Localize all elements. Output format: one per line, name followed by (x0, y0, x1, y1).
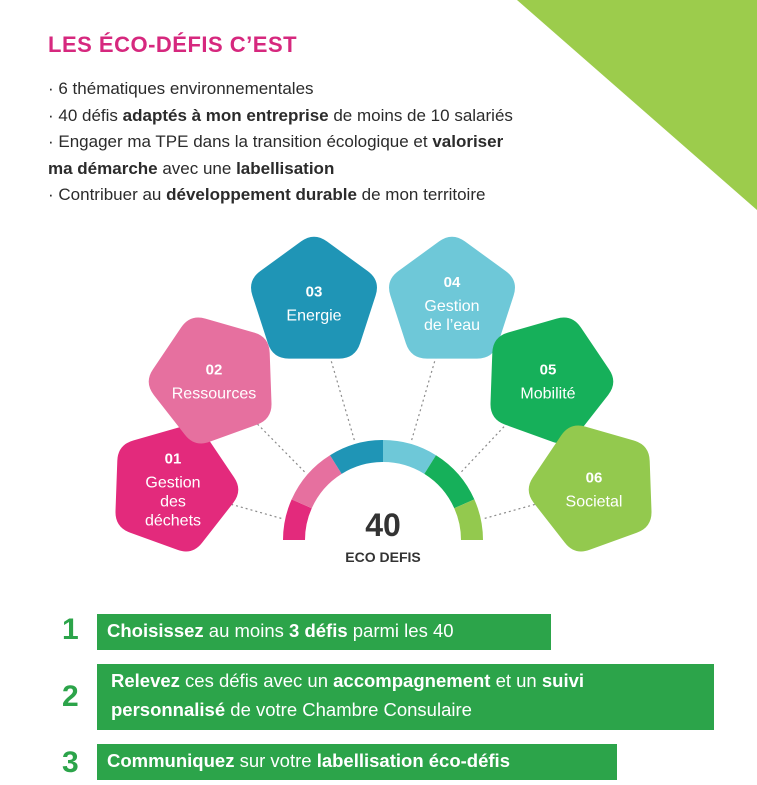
step-emphasis: Relevez (111, 670, 180, 691)
bullet-emphasis: adaptés à mon entreprise (122, 105, 329, 125)
step-number: 2 (62, 680, 79, 713)
theme-number: 01 (164, 450, 182, 468)
step-text: parmi les 40 (347, 620, 454, 641)
bullet-emphasis: valoriser (432, 132, 504, 151)
step-text: et un (490, 670, 542, 691)
bullet-text: · Contribuer au (48, 185, 167, 204)
theme-number: 02 (205, 361, 223, 379)
connector-line (329, 354, 354, 440)
pentagon-shape (490, 318, 613, 444)
theme-label: de l’eau (423, 317, 481, 334)
theme-pentagon-04 (389, 237, 515, 359)
center-number: 40 (365, 507, 401, 543)
step-box (97, 614, 551, 650)
pentagon-shape (149, 318, 272, 444)
step-line (107, 616, 541, 645)
theme-number: 05 (539, 361, 557, 379)
arc-segment-02 (292, 455, 342, 508)
bullet-line (48, 103, 608, 130)
step-text: ces défis avec un (179, 670, 334, 691)
bullet-line (48, 156, 608, 183)
arc-segment-05 (424, 455, 474, 508)
bullet-line (48, 182, 608, 209)
bullet-text: · 40 défis (48, 105, 123, 125)
bullet-text: de moins de 10 salariés (328, 105, 513, 125)
bullet-text: · 6 thématiques environnementales (48, 79, 314, 98)
bullet-emphasis: ma démarche (48, 158, 158, 178)
themes-diagram (0, 230, 757, 600)
step-emphasis: accompagnement (333, 670, 491, 691)
step-emphasis: labellisation éco-défis (316, 750, 510, 771)
connector-line (412, 354, 437, 440)
theme-label: Energie (286, 307, 342, 325)
theme-pentagon-05 (490, 318, 613, 444)
step-line (111, 666, 704, 695)
theme-label: Gestion (424, 298, 480, 315)
theme-number: 04 (443, 274, 461, 291)
step-emphasis: Communiquez (107, 750, 235, 771)
theme-label: Mobilité (520, 385, 576, 403)
step-text: sur votre (234, 750, 317, 771)
theme-pentagon-03 (251, 237, 377, 359)
page-title: LES ÉCO-DÉFIS C’EST (48, 32, 298, 57)
theme-pentagon-06 (529, 426, 652, 552)
step-emphasis: personnalisé (111, 699, 226, 720)
theme-number: 03 (305, 283, 323, 301)
bullet-line (48, 76, 608, 103)
pentagon-shape (529, 426, 652, 552)
theme-label: Gestion (145, 474, 201, 492)
theme-pentagon-01 (115, 426, 238, 552)
step-number: 3 (62, 746, 79, 779)
theme-label: Societal (565, 493, 623, 511)
center-label: ECO DEFIS (345, 549, 421, 565)
theme-label: des (160, 493, 186, 511)
step-text: de votre Chambre Consulaire (225, 699, 472, 720)
theme-number: 06 (585, 469, 603, 487)
step-line (107, 746, 607, 775)
bullet-text: avec une (157, 158, 237, 178)
theme-label: déchets (144, 512, 202, 530)
bullet-text: de mon territoire (356, 185, 486, 204)
step-line (111, 695, 704, 724)
step-box (97, 664, 714, 730)
step-text: au moins (203, 620, 290, 641)
bullet-text: · Engager ma TPE dans la transition écologique et (48, 132, 433, 151)
theme-label: Ressources (171, 385, 257, 403)
bullet-emphasis: labellisation (236, 158, 335, 178)
bullet-emphasis: développement durable (166, 185, 357, 204)
theme-pentagon-02 (149, 318, 272, 444)
step-emphasis: 3 défis (289, 620, 348, 641)
step-number: 1 (62, 613, 79, 646)
bullet-list (48, 76, 608, 209)
bullet-line (48, 129, 608, 156)
step-emphasis: Choisissez (107, 620, 204, 641)
step-box (97, 744, 617, 780)
step-emphasis: suivi (541, 670, 585, 691)
